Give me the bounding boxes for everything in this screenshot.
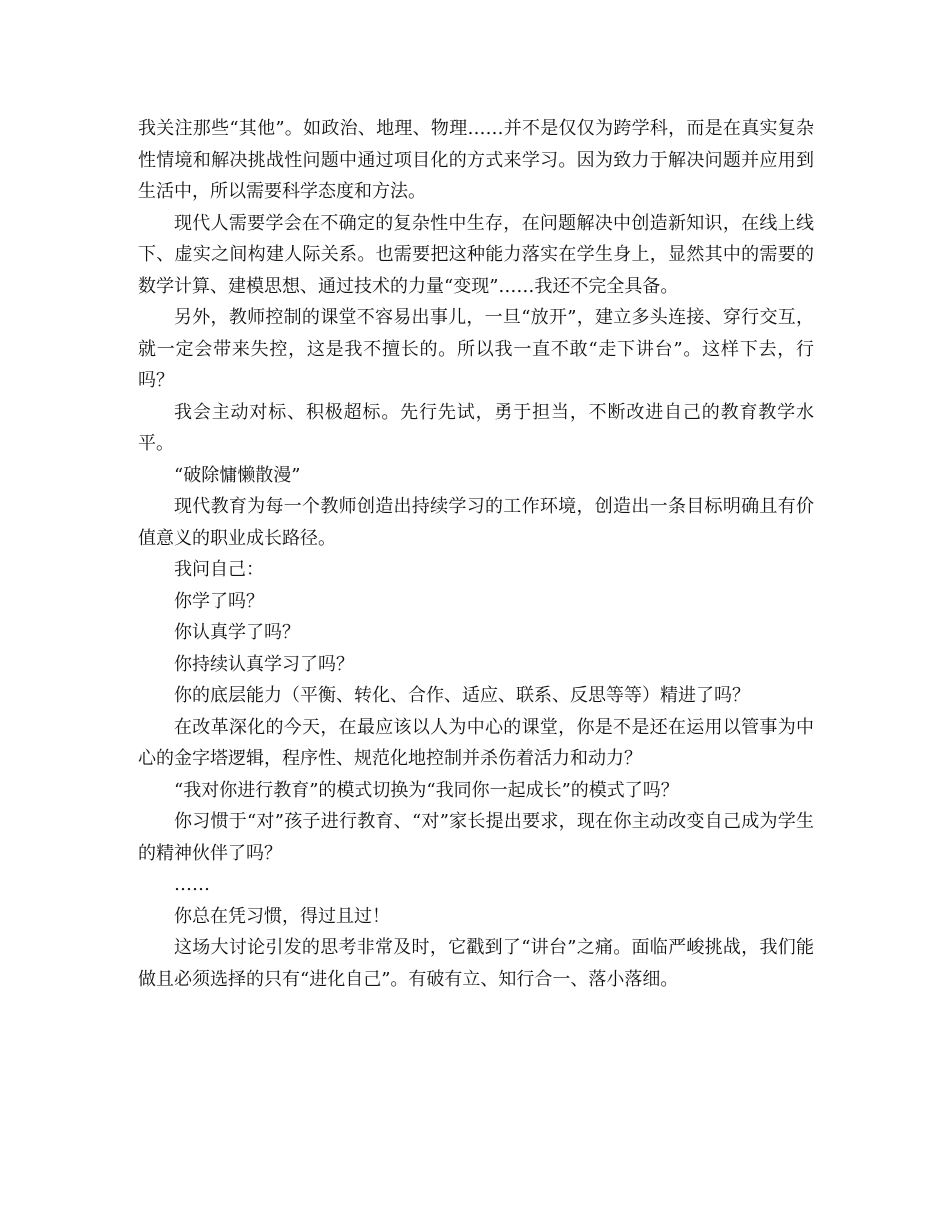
paragraph-2: 现代人需要学会在不确定的复杂性中生存，在问题解决中创造新知识，在线上线下、虚实之间构建人际关系。也需要把这种能力落实在学生身上，显然其中的需要的数学计算、建模思想、通过技术的力量“变现”……我还不完全具备。 (138, 212, 814, 297)
question-6: “我对你进行教育”的模式切换为“我同你一起成长”的模式了吗？ (174, 779, 679, 801)
document-page (138, 113, 814, 995)
question-4: 你的底层能力（平衡、转化、合作、适应、联系、反思等等）精进了吗？ (174, 685, 750, 706)
paragraph-3: 另外，教师控制的课堂不容易出事儿，一旦“放开”，建立多头连接、穿行交互，就一定会带来失控，这是我不擅长的。所以我一直不敢“走下讲台”。这样下去，行吗？ (138, 307, 814, 391)
question-2: 你认真学了吗？ (174, 622, 300, 643)
paragraph-7: 我问自己： (174, 559, 264, 580)
paragraph-16: 你总在凭习惯，得过且过！ (174, 905, 390, 927)
question-5: 在改革深化的今天，在最应该以人为中心的课堂，你是不是还在运用以管事为中心的金字塔逻辑，程序性、规范化地控制并杀伤着活力和动力？ (138, 716, 814, 769)
paragraph-6: 现代教育为每一个教师创造出持续学习的工作环境，创造出一条目标明确且有价值意义的职业成长路径。 (138, 496, 814, 549)
question-1: 你学了吗？ (174, 590, 264, 612)
paragraph-4: 我会主动对标、积极超标。先行先试，勇于担当，不断改进自己的教育教学水平。 (138, 401, 814, 454)
section-heading: “破除慵懒散漫” (174, 464, 301, 486)
paragraph-1: 我关注那些“其他”。如政治、地理、物理……并不是仅仅为跨学科，而是在真实复杂性情境和解决挑战性问题中通过项目化的方式来学习。因为致力于解决问题并应用到生活中，所以需要科学态度和方法。 (138, 118, 814, 202)
question-7: 你习惯于“对”孩子进行教育、“对”家长提出要求，现在你主动改变自己成为学生的精神伙伴了吗？ (138, 811, 814, 864)
paragraph-17: 这场大讨论引发的思考非常及时，它戳到了“讲台”之痛。面临严峻挑战，我们能做且必须选择的只有“进化自己”。有破有立、知行合一、落小落细。 (138, 937, 814, 990)
ellipsis-line: …… (174, 874, 210, 895)
question-3: 你持续认真学习了吗？ (174, 653, 354, 675)
